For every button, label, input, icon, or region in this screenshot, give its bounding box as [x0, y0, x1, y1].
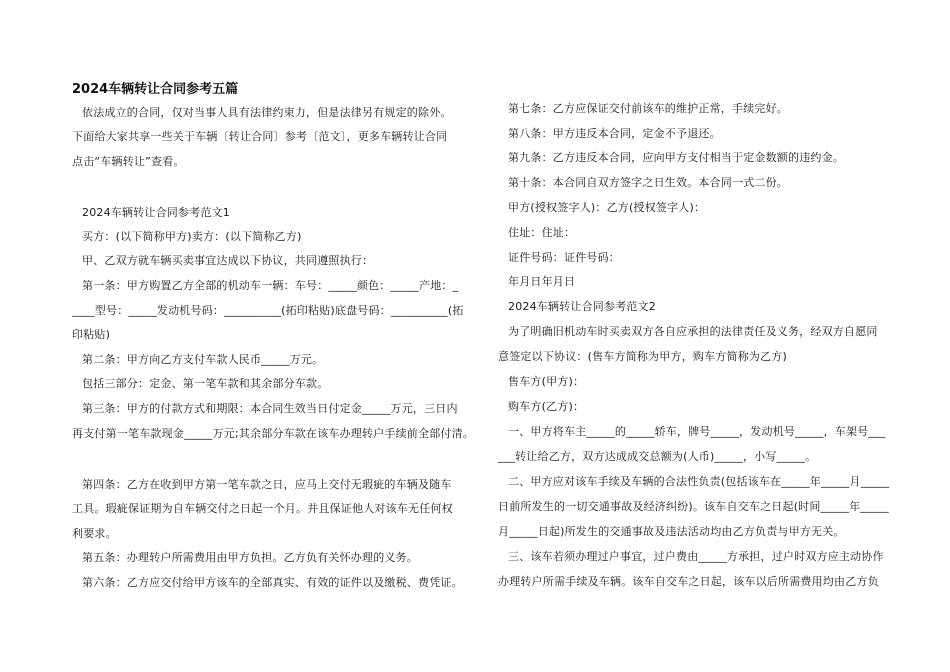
text-line: 第三条：甲方的付款方式和期限：本合同生效当日付定金_____万元，三日内	[82, 402, 458, 415]
text-line: ____型号：_____发动机号码：__________(拓印粘贴)底盘号码：__________(拓	[72, 304, 464, 317]
text-line: 下面给大家共享一些关于车辆〔转让合同〕参考〔范文〕，更多车辆转让合同	[72, 130, 448, 143]
document-title: 2024车辆转让合同参考五篇	[72, 82, 239, 97]
text-line: 三、该车若须办理过户事宜，过户费由_____方承担，过户时双方应主动协作	[508, 550, 884, 563]
text-line: ___转让给乙方，双方达成成交总额为(人币)_____，小写_____。	[498, 450, 817, 463]
text-line: 买方：(以下简称甲方)卖方：(以下简称乙方)	[82, 230, 302, 243]
text-line: 售车方(甲方)：	[508, 375, 585, 388]
text-line: 日前所发生的一切交通事故及经济纠纷)。该车自交车之日起(时间_____年_____	[498, 500, 889, 513]
text-line: 月_____日起)所发生的交通事故及违法活动均由乙方负责与甲方无关。	[498, 525, 845, 538]
text-line: 第二条：甲方向乙方支付车款人民币_____万元。	[82, 353, 324, 366]
text-line: 第七条：乙方应保证交付前该车的维护正常，手续完好。	[508, 102, 788, 115]
text-line: 意签定以下协议：(售车方简称为甲方，购车方简称为乙方)	[498, 350, 787, 363]
text-line: 第八条：甲方违反本合同，定金不予退还。	[508, 127, 721, 140]
section-heading: 2024车辆转让合同参考范文2	[508, 300, 656, 313]
text-line: 再支付第一笔车款现金_____万元;其余部分车款在该车办理转户手续前全部付清。	[72, 427, 475, 440]
text-line: 甲方(授权签字人)：乙方(授权签字人)：	[508, 201, 706, 214]
text-line: 年月日年月日	[508, 275, 576, 288]
text-line: 依法成立的合同，仅对当事人具有法律约束力，但是法律另有规定的除外。	[82, 106, 452, 119]
text-line: 住址：住址：	[508, 226, 576, 239]
text-line: 二、甲方应对该车手续及车辆的合法性负责(包括该车在_____年_____月_____	[508, 475, 890, 488]
text-line: 第一条：甲方购置乙方全部的机动车一辆：车号：_____颜色：_____产地：_	[82, 279, 459, 292]
text-line: 一、甲方将车主_____的_____轿车，牌号_____，发动机号_____，车架号___	[508, 425, 886, 438]
text-line: 第五条：办理转户所需费用由甲方负担。乙方负有关怀办理的义务。	[82, 551, 418, 564]
text-line: 第六条：乙方应交付给甲方该车的全部真实、有效的证件以及缴税、费凭证。	[82, 576, 463, 589]
text-line: 包括三部分：定金、第一笔车款和其余部分车款。	[82, 377, 329, 390]
text-line: 工具。瑕疵保证期为自车辆交付之日起一个月。并且保证他人对该车无任何权	[72, 502, 453, 515]
text-line: 第四条：乙方在收到甲方第一笔车款之日，应马上交付无瑕疵的车辆及随车	[82, 478, 452, 491]
section-heading: 2024车辆转让合同参考范文1	[82, 206, 230, 219]
text-line: 办理转户所需手续及车辆。该车自交车之日起，该车以后所需费用均由乙方负	[498, 575, 879, 588]
text-line: 印粘贴)	[72, 328, 111, 341]
text-line: 购车方(乙方)：	[508, 400, 585, 413]
text-line: 第九条：乙方违反本合同，应向甲方支付相当于定金数额的违约金。	[508, 151, 844, 164]
text-line: 第十条：本合同自双方签字之日生效。本合同一式二份。	[508, 176, 788, 189]
text-line: 利要求。	[72, 527, 117, 540]
text-line: 点击“车辆转让”查看。	[72, 155, 185, 168]
text-line: 为了明确旧机动车时买卖双方各自应承担的法律责任及义务，经双方自愿同	[508, 325, 878, 338]
text-line: 甲、乙双方就车辆买卖事宜达成以下协议，共同遵照执行：	[82, 254, 374, 267]
text-line: 证件号码：证件号码：	[508, 251, 620, 264]
